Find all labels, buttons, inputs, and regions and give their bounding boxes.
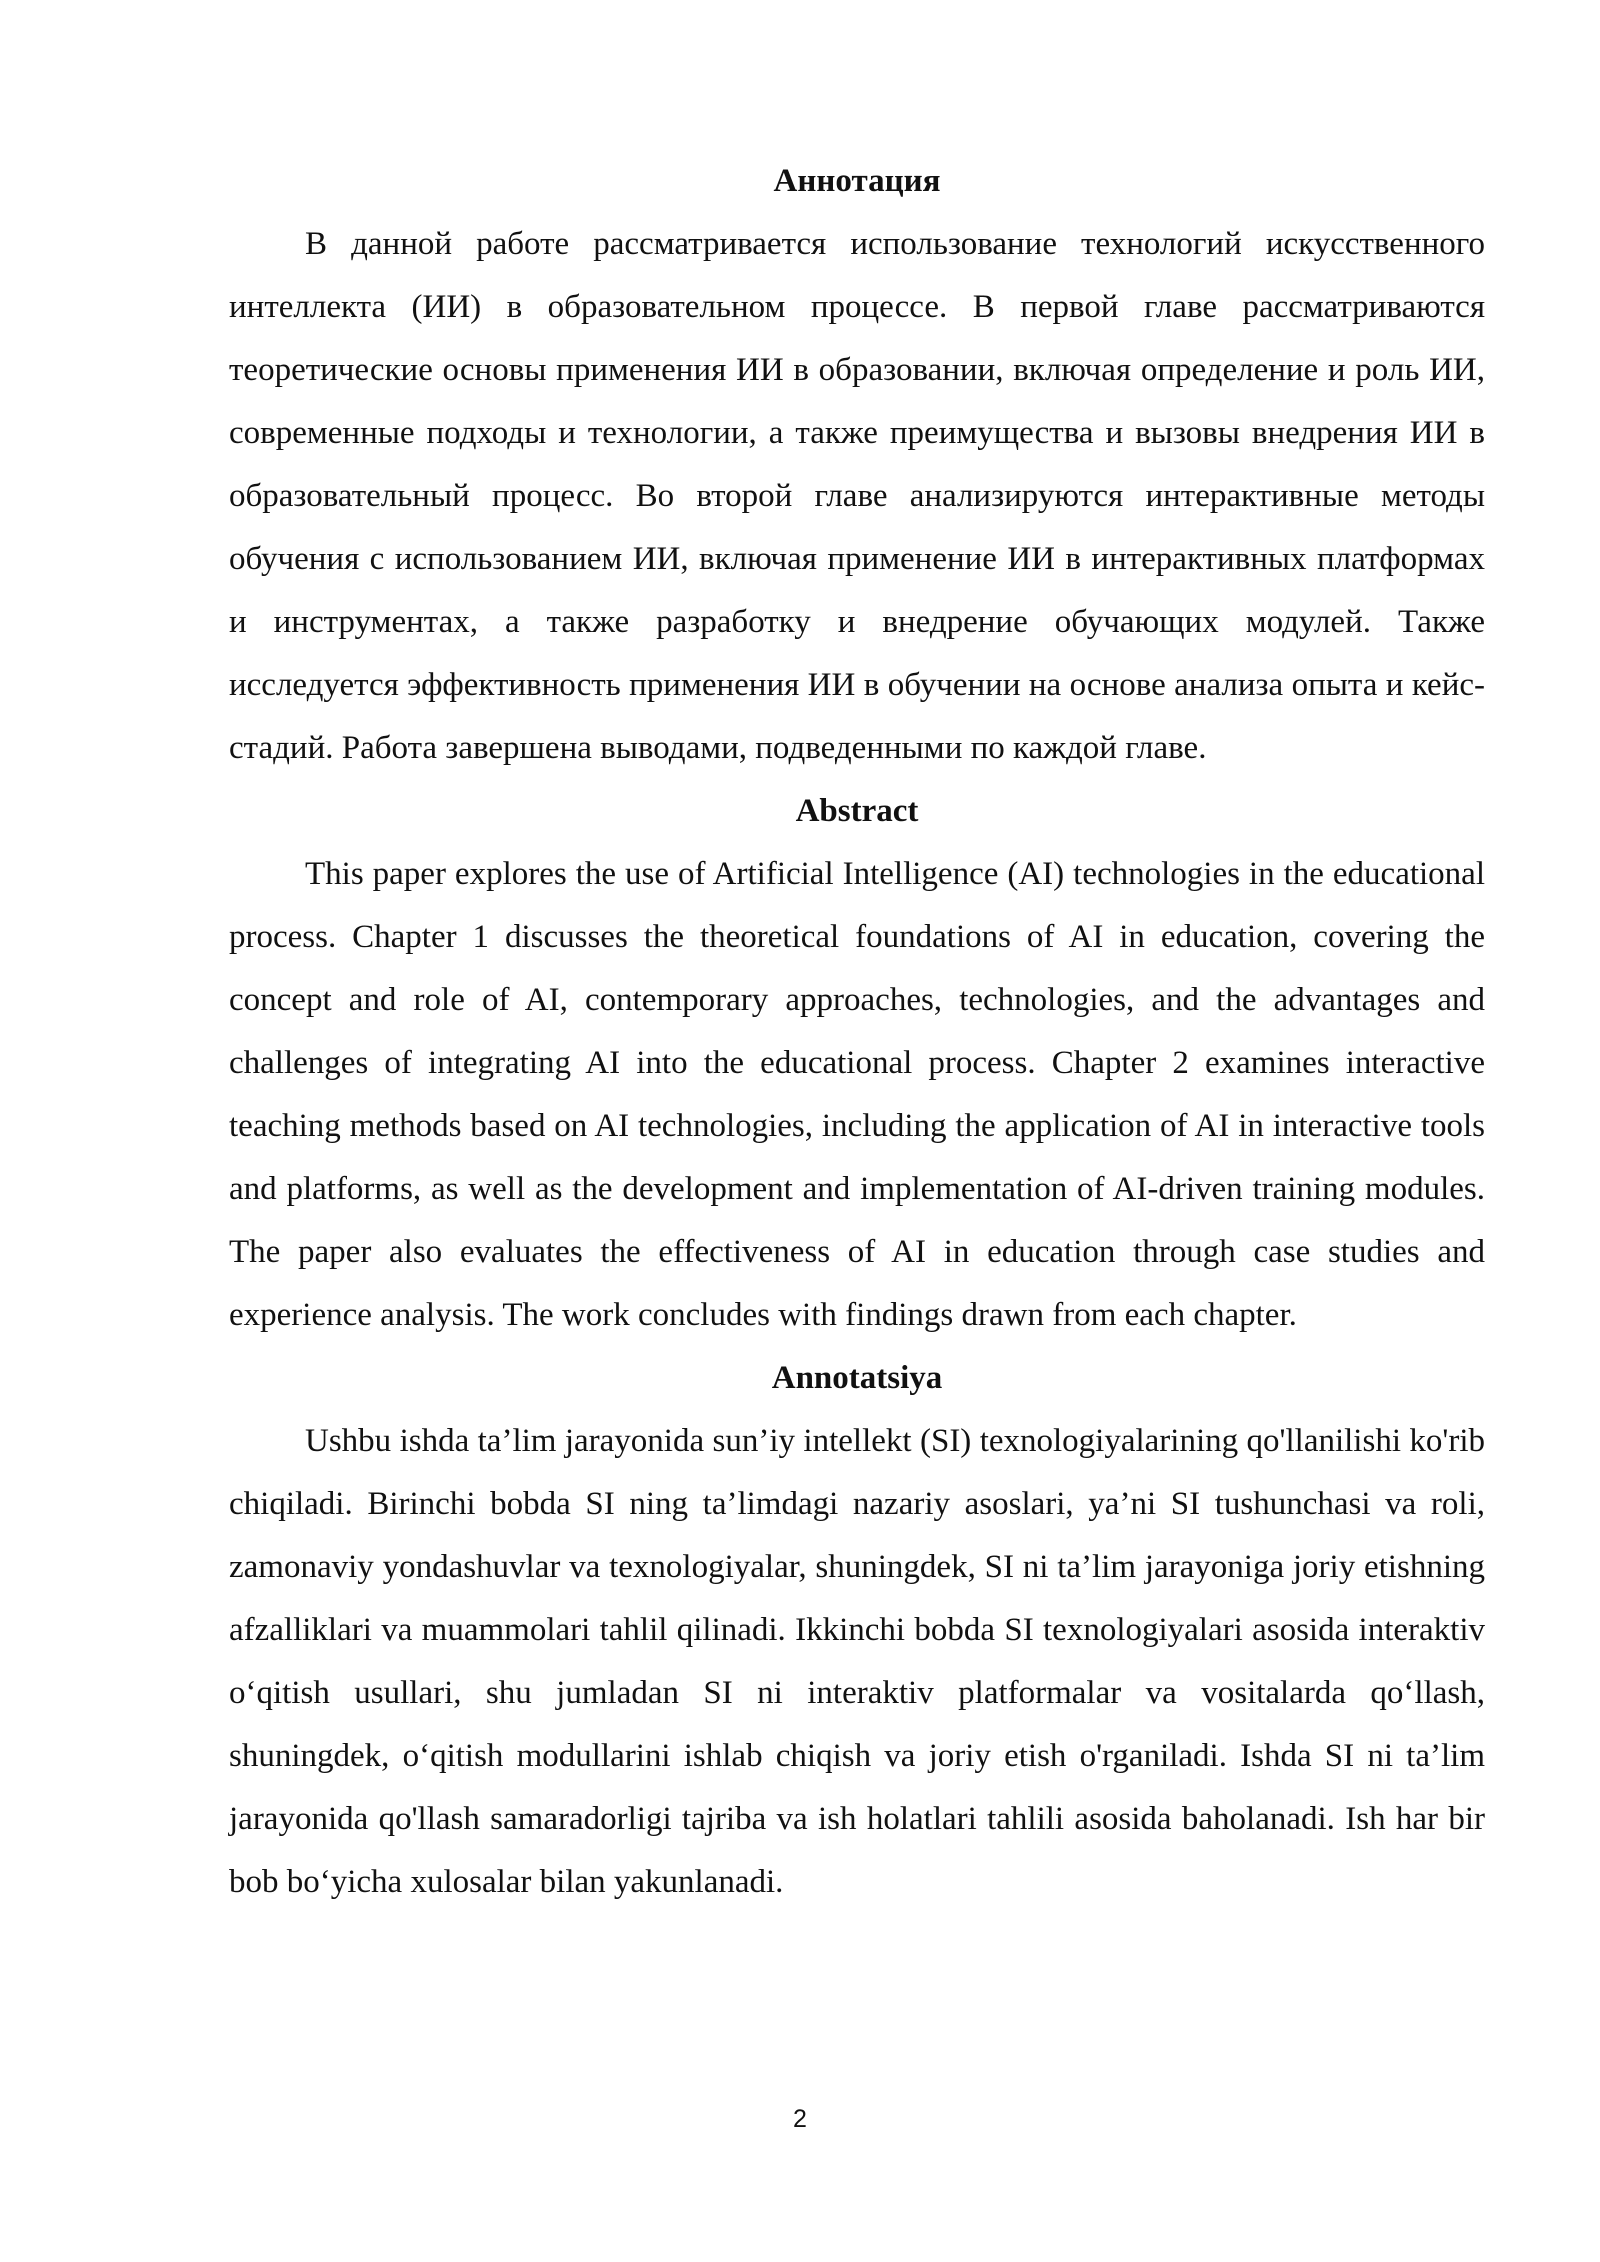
section-title-annotation-ru: Аннотация <box>773 163 941 199</box>
section-title-abstract-en: Abstract <box>795 793 919 829</box>
annotation-ru <box>229 150 1485 780</box>
page-content <box>229 150 1485 1914</box>
annotation-uz <box>229 1347 1485 1914</box>
section-title-annotation-uz: Annotatsiya <box>771 1360 943 1396</box>
page-number: 2 <box>793 2105 807 2133</box>
abstract-en <box>229 780 1485 1347</box>
section-body-abstract-en: This paper explores the use of Artificial Intelligence (AI) technologies in the educational process. Chapter 1 discusses the theoretical foundations of AI in education, covering the concept and role of AI, contemporary approaches, technologies, and the advantages and challenges of integrating AI into the educational process. Chapter 2 examines interactive teaching methods based on AI technologies, including the application of AI in interactive tools and platforms, as well as the development and implementation of AI-driven training modules. The paper also evaluates the effectiveness of AI in education through case studies and experience analysis. The work concludes with findings drawn from each chapter. <box>229 856 1485 1333</box>
section-body-annotation-uz: Ushbu ishda ta’lim jarayonida sun’iy intellekt (SI) texnologiyalarining qo'llanilishi ko'rib chiqiladi. Birinchi bobda SI ning ta’limdagi nazariy asoslari, ya’ni SI tushunchasi va roli, zamonaviy yondashuvlar va texnologiyalar, shuningdek, SI ni ta’lim jarayoniga joriy etishning afzalliklari va muammolari tahlil qilinadi. Ikkinchi bobda SI texnologiyalari asosida interaktiv o‘qitish usullari, shu jumladan SI ni interaktiv platformalar va vositalarda qo‘llash, shuningdek, o‘qitish modullarini ishlab chiqish va joriy etish o'rganiladi. Ishda SI ni ta’lim jarayonida qo'llash samaradorligi tajriba va ish holatlari tahlili asosida baholanadi. Ish har bir bob bo‘yicha xulosalar bilan yakunlanadi. <box>229 1423 1485 1900</box>
section-body-annotation-ru: В данной работе рассматривается использование технологий искусственного интеллекта (ИИ) в образовательном процессе. В первой главе рассматриваются теоретические основы применения ИИ в образовании, включая определение и роль ИИ, современные подходы и технологии, а также преимущества и вызовы внедрения ИИ в образовательный процесс. Во второй главе анализируются интерактивные методы обучения с использованием ИИ, включая применение ИИ в интерактивных платформах и инструментах, а также разработку и внедрение обучающих модулей. Также исследуется эффективность применения ИИ в обучении на основе анализа опыта и кейс-стадий. Работа завершена выводами, подведенными по каждой главе. <box>229 226 1485 766</box>
